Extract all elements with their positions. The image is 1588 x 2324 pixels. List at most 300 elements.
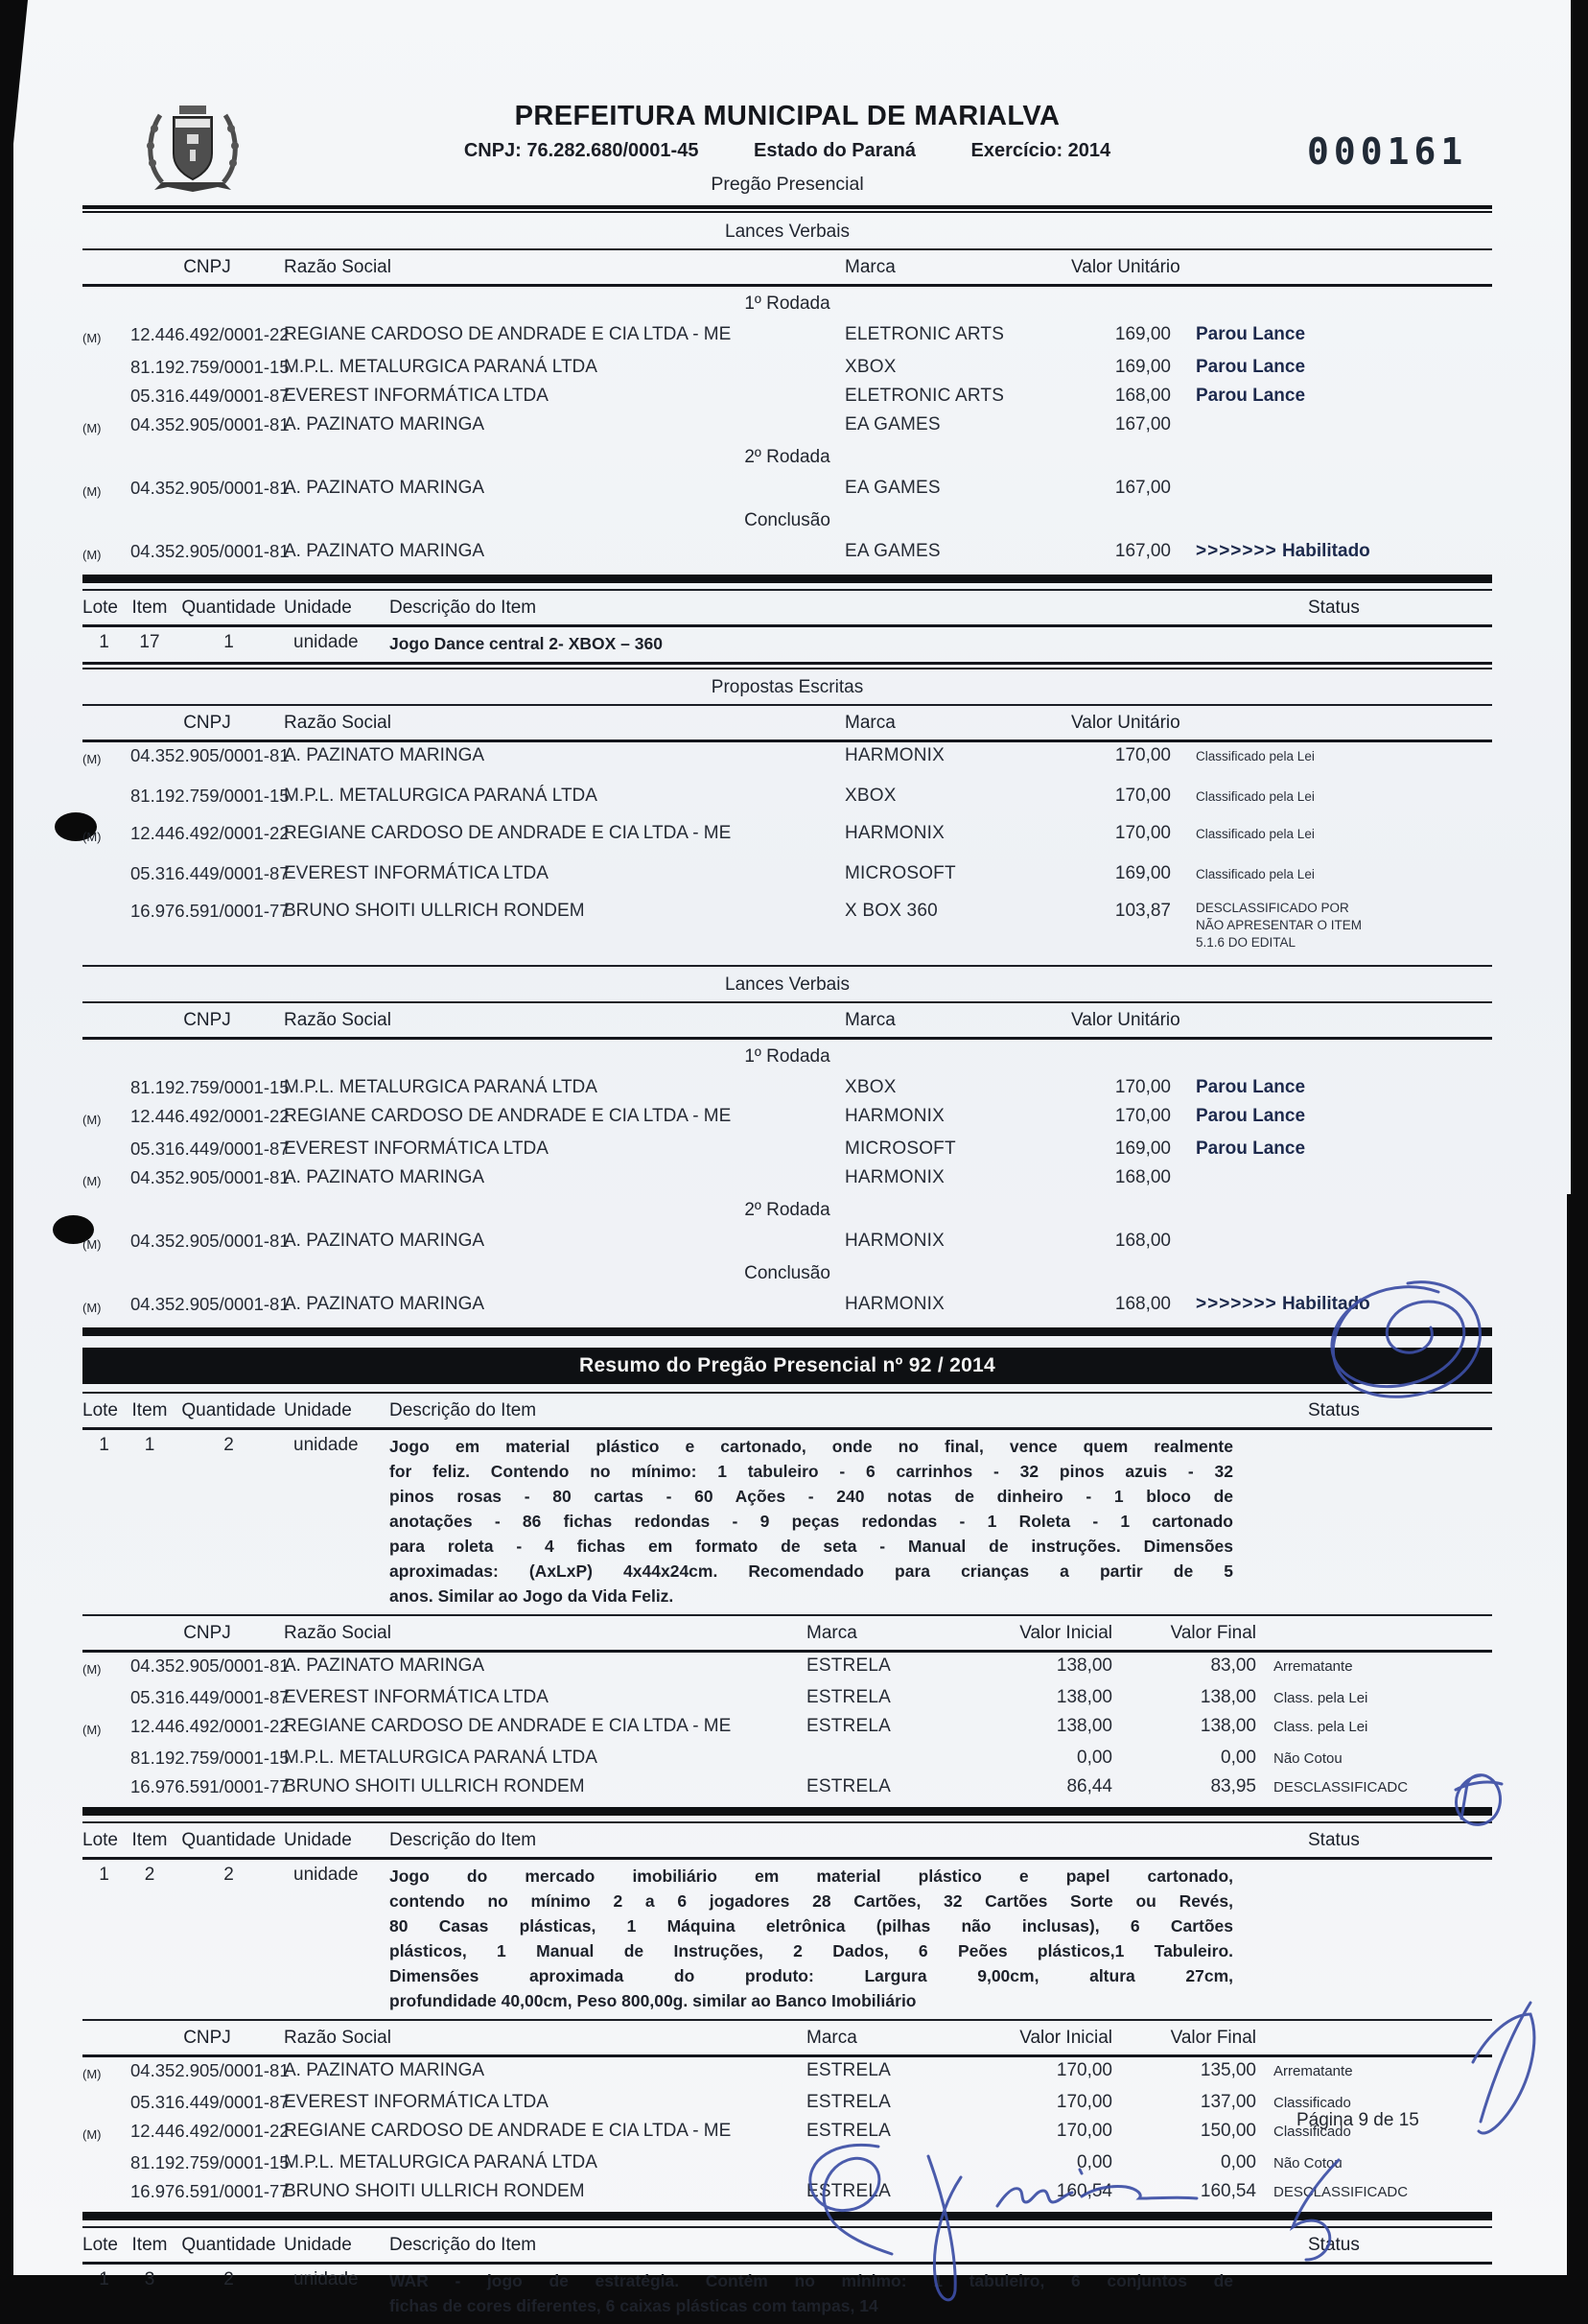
col-header-marca: Marca [845, 1010, 896, 1030]
me-marker: (M) [82, 331, 102, 345]
document-body [82, 216, 1492, 2318]
brand-value [806, 2151, 955, 2175]
rule-mid [82, 2262, 1492, 2265]
cnpj-value: 05.316.449/0001-87 [130, 863, 290, 883]
description-line: Jogo do mercado imobiliário em material plástico e papel cartonado, [389, 1866, 1233, 1886]
summary-banner: Resumo do Pregão Presencial nº 92 / 2014 [82, 1348, 1492, 1384]
status-value [1180, 1105, 1492, 1132]
col-header-qtd: Quantidade [181, 1830, 276, 1850]
unit-value: 170,00 [1114, 1106, 1171, 1126]
brand-value: HARMONIX [845, 823, 945, 843]
me-marker: (M) [82, 1237, 102, 1252]
col-header-marca: Marca [845, 713, 896, 733]
me-marker [82, 2151, 130, 2175]
cnpj-value: 12.446.492/0001-22 [130, 823, 290, 843]
cnpj-value: 81.192.759/0001-15 [130, 786, 290, 806]
status-value [1180, 785, 1492, 809]
lot-value: 1 [99, 2269, 109, 2289]
status-value [1180, 413, 1492, 440]
brand-value: XBOX [845, 357, 897, 377]
page-number-stamp: 000161 [1307, 130, 1468, 173]
company-name: EVEREST INFORMÁTICA LTDA [284, 386, 549, 406]
company-name: M.P.L. METALURGICA PARANÁ LTDA [284, 786, 597, 806]
initial-value: 138,00 [1056, 1716, 1112, 1736]
me-marker: (M) [82, 752, 102, 766]
round-label: 1º Rodada [744, 1046, 830, 1067]
col-header-qtd: Quantidade [181, 2235, 276, 2255]
col-header-marca: Marca [806, 2028, 857, 2048]
result-row [82, 2091, 1492, 2115]
me-marker [82, 900, 130, 951]
status-text: Classificado pela Lei [1196, 827, 1315, 841]
brand-value: XBOX [845, 1077, 897, 1097]
description-line: profundidade 40,00cm, Peso 800,00g. similar ao Banco Imobiliário [389, 1991, 917, 2010]
col-header-valor-final: Valor Final [1170, 1623, 1256, 1643]
bid-row [82, 323, 1492, 350]
initial-value: 138,00 [1056, 1655, 1112, 1676]
status-text: Classificado [1273, 2095, 1351, 2111]
unit-value: 167,00 [1114, 541, 1171, 561]
initial-value: 160,54 [1056, 2181, 1112, 2201]
section-title: Propostas Escritas [711, 677, 864, 697]
final-value: 137,00 [1200, 2092, 1256, 2112]
scan-edge-right [1567, 1194, 1588, 2298]
col-header-valor: Valor Unitário [1071, 1010, 1180, 1030]
spacer [82, 712, 130, 735]
arrows: >>>>>>> [1196, 1294, 1277, 1314]
me-marker [82, 862, 130, 886]
brand-value: ESTRELA [806, 2092, 891, 2112]
col-header-razao: Razão Social [284, 2028, 391, 2048]
round-label: 1º Rodada [744, 293, 830, 314]
brand-value: MICROSOFT [845, 863, 956, 883]
brand-value: X BOX 360 [845, 901, 938, 921]
brand-value: HARMONIX [845, 1106, 945, 1126]
col-header-desc: Descrição do Item [389, 598, 537, 618]
status-value [1180, 356, 1492, 379]
col-header-razao: Razão Social [284, 1623, 391, 1643]
company-name: A. PAZINATO MARINGA [284, 1655, 485, 1676]
status-text: Parou Lance [1196, 1139, 1306, 1159]
rule-mid [82, 1857, 1492, 1860]
brand-value: ESTRELA [806, 2060, 891, 2080]
bid-row [82, 862, 1492, 886]
unit-value: 168,00 [1114, 1167, 1171, 1187]
result-row [82, 2120, 1492, 2147]
col-header-status: Status [1308, 2235, 1360, 2255]
lot-value: 1 [99, 1435, 109, 1455]
quantity-value: 2 [223, 1435, 234, 1455]
initial-value: 170,00 [1056, 2121, 1112, 2141]
item-value: 1 [144, 1435, 155, 1455]
status-text: DESCLASSIFICADC [1273, 1779, 1409, 1796]
company-name: A. PAZINATO MARINGA [284, 541, 485, 561]
cnpj-value: 12.446.492/0001-22 [130, 324, 290, 344]
result-row [82, 1715, 1492, 1742]
section-title: Lances Verbais [725, 974, 850, 995]
initial-value: 0,00 [1077, 1748, 1112, 1768]
company-name: M.P.L. METALURGICA PARANÁ LTDA [284, 2152, 597, 2172]
unit-value: 169,00 [1114, 357, 1171, 377]
final-value: 83,95 [1210, 1776, 1256, 1796]
round-label: 2º Rodada [744, 1200, 830, 1220]
cnpj-value: 12.446.492/0001-22 [130, 1716, 290, 1736]
initial-value: 170,00 [1056, 2092, 1112, 2112]
lot-value: 1 [99, 632, 109, 652]
brand-value: ESTRELA [806, 1776, 891, 1796]
unit-value: 169,00 [1114, 1139, 1171, 1159]
col-header-valor: Valor Unitário [1071, 713, 1180, 733]
rule-thin [82, 1392, 1492, 1394]
col-header-unidade: Unidade [284, 598, 352, 618]
company-name: A. PAZINATO MARINGA [284, 1167, 485, 1187]
company-name: M.P.L. METALURGICA PARANÁ LTDA [284, 1077, 597, 1097]
cnpj-value: 04.352.905/0001-81 [130, 745, 290, 765]
me-marker: (M) [82, 830, 102, 844]
company-name: REGIANE CARDOSO DE ANDRADE E CIA LTDA - ME [284, 2121, 732, 2141]
status-value [1180, 323, 1492, 350]
company-name: A. PAZINATO MARINGA [284, 1294, 485, 1314]
document-subtitle: Pregão Presencial [711, 174, 864, 195]
header-cnpj: CNPJ: 76.282.680/0001-45 [463, 140, 699, 161]
arrows: >>>>>>> [1196, 541, 1277, 561]
company-name: EVEREST INFORMÁTICA LTDA [284, 1687, 549, 1707]
document-header [82, 100, 1492, 214]
me-marker: (M) [82, 1662, 102, 1677]
unit-value: 168,00 [1114, 1231, 1171, 1251]
quantity-value: 1 [223, 632, 234, 652]
round-label: Conclusão [744, 510, 830, 530]
bid-row [82, 900, 1492, 951]
brand-value: HARMONIX [845, 1167, 945, 1187]
col-header-unidade: Unidade [284, 2235, 352, 2255]
status-empty [1233, 2268, 1492, 2318]
description-line: plásticos, 1 Manual de Instruções, 2 Dados, 6 Peões plásticos,1 Tabuleiro. [389, 1941, 1233, 1960]
status-text: Parou Lance [1196, 357, 1306, 377]
status-value [1180, 1166, 1492, 1193]
bid-row [82, 356, 1492, 379]
col-header-desc: Descrição do Item [389, 1400, 537, 1420]
me-marker [82, 356, 130, 379]
result-row [82, 1655, 1492, 1681]
status-value [1180, 1138, 1492, 1161]
description-line: para roleta - 4 fichas em formato de seta - Manual de instruções. Dimensões [389, 1537, 1233, 1556]
bid-row [82, 385, 1492, 408]
initial-value: 138,00 [1056, 1687, 1112, 1707]
unit-label: unidade [293, 2269, 359, 2289]
status-text: Não Cotou [1273, 2155, 1343, 2171]
col-header-qtd: Quantidade [181, 1400, 276, 1420]
bid-row [82, 477, 1492, 504]
col-header-marca: Marca [806, 1623, 857, 1643]
cnpj-value: 12.446.492/0001-22 [130, 2121, 290, 2141]
company-name: A. PAZINATO MARINGA [284, 1231, 485, 1251]
company-name: A. PAZINATO MARINGA [284, 478, 485, 498]
final-value: 150,00 [1200, 2121, 1256, 2141]
brand-value: ELETRONIC ARTS [845, 386, 1005, 406]
cnpj-value: 05.316.449/0001-87 [130, 1687, 290, 1707]
brand-value: ELETRONIC ARTS [845, 324, 1005, 344]
status-value [1262, 2180, 1492, 2204]
cnpj-value: 04.352.905/0001-81 [130, 1231, 290, 1251]
status-text: Classificado pela Lei [1196, 789, 1315, 804]
description-line: Dimensões aproximada do produto: Largura 9,00cm, altura 27cm, [389, 1966, 1233, 1985]
me-marker: (M) [82, 548, 102, 562]
final-value: 0,00 [1221, 1748, 1256, 1768]
unit-value: 169,00 [1114, 324, 1171, 344]
lot-table-header [82, 1396, 1492, 1425]
status-value [1262, 2059, 1492, 2086]
cnpj-value: 04.352.905/0001-81 [130, 1167, 290, 1187]
col-header-qtd: Quantidade [181, 598, 276, 618]
status-text: Habilitado [1281, 1294, 1370, 1314]
cnpj-value: 16.976.591/0001-77 [130, 1776, 290, 1796]
me-marker [82, 385, 130, 408]
bid-row [82, 1076, 1492, 1099]
result-table-header [82, 1618, 1492, 1648]
status-empty [1233, 631, 1492, 656]
company-name: A. PAZINATO MARINGA [284, 2060, 485, 2080]
status-text: Parou Lance [1196, 324, 1306, 344]
rule-thin [82, 1821, 1492, 1823]
status-value [1180, 1230, 1492, 1256]
cnpj-value: 04.352.905/0001-81 [130, 414, 290, 434]
status-value [1180, 1293, 1492, 1320]
company-name: EVEREST INFORMÁTICA LTDA [284, 863, 549, 883]
status-value [1180, 540, 1492, 567]
description-line: fichas de cores diferentes, 6 caixas plásticas com tampas, 14 [389, 2296, 878, 2315]
rule-thick [82, 575, 1492, 583]
unit-value: 170,00 [1114, 786, 1171, 806]
unit-value: 168,00 [1114, 386, 1171, 406]
unit-value: 170,00 [1114, 823, 1171, 843]
status-value [1180, 822, 1492, 849]
description-line: WAR - jogo de estratégia. Contém no mínimo: 1 tabuleiro, 6 conjuntos de [389, 2271, 1233, 2290]
rule-thin [82, 965, 1492, 967]
me-marker [82, 1138, 130, 1161]
col-header-razao: Razão Social [284, 713, 391, 733]
company-name: M.P.L. METALURGICA PARANÁ LTDA [284, 357, 597, 377]
final-value: 138,00 [1200, 1687, 1256, 1707]
quantity-value: 2 [223, 1865, 234, 1885]
bid-table-header [82, 708, 1492, 738]
rule-thin [82, 2226, 1492, 2228]
lot-table-header [82, 1825, 1492, 1855]
scan-corner-shadow [13, 0, 28, 144]
result-row [82, 1747, 1492, 1771]
cnpj-value: 05.316.449/0001-87 [130, 1139, 290, 1159]
col-header-desc: Descrição do Item [389, 1830, 537, 1850]
unit-label: unidade [293, 632, 359, 652]
col-header-status: Status [1308, 1830, 1360, 1850]
brand-value: HARMONIX [845, 745, 945, 765]
col-header-marca: Marca [845, 257, 896, 277]
brand-value [806, 1747, 955, 1771]
status-value [1262, 1747, 1492, 1771]
col-header-valor: Valor Unitário [1071, 257, 1180, 277]
rule-thin [82, 1001, 1492, 1003]
status-value [1262, 1686, 1492, 1710]
rule-thin [82, 704, 1492, 706]
brand-value: ESTRELA [806, 1655, 891, 1676]
rule-mid [82, 624, 1492, 627]
cnpj-value: 81.192.759/0001-15 [130, 1077, 290, 1097]
status-line: NÃO APRESENTAR O ITEM [1196, 918, 1363, 932]
status-value [1180, 744, 1492, 771]
rule-mid [82, 1427, 1492, 1430]
status-text: Classificado [1273, 2124, 1351, 2140]
rule-thick [82, 2212, 1492, 2220]
unit-value: 167,00 [1114, 414, 1171, 434]
bid-row [82, 785, 1492, 809]
result-row [82, 1686, 1492, 1710]
company-name: EVEREST INFORMÁTICA LTDA [284, 1139, 549, 1159]
rule-mid [82, 284, 1492, 287]
cnpj-value: 04.352.905/0001-81 [130, 1294, 290, 1314]
bid-row [82, 1166, 1492, 1193]
unit-label: unidade [293, 1865, 359, 1885]
status-text: Class. pela Lei [1273, 1719, 1368, 1735]
bid-row [82, 744, 1492, 771]
company-name: BRUNO SHOITI ULLRICH RONDEM [284, 901, 585, 921]
rule-mid [82, 1650, 1492, 1653]
status-text: Classificado pela Lei [1196, 749, 1315, 763]
col-header-cnpj: CNPJ [183, 1623, 231, 1643]
col-header-valor-inicial: Valor Inicial [1019, 2028, 1112, 2048]
initial-value: 86,44 [1066, 1776, 1112, 1796]
me-marker: (M) [82, 1301, 102, 1315]
lot-table-header [82, 593, 1492, 622]
company-name: REGIANE CARDOSO DE ANDRADE E CIA LTDA - ME [284, 1106, 732, 1126]
rule-thick [82, 1327, 1492, 1336]
status-text: Parou Lance [1196, 1077, 1306, 1097]
col-header-cnpj: CNPJ [183, 2028, 231, 2048]
col-header-item: Item [131, 1830, 168, 1850]
col-header-valor-inicial: Valor Inicial [1019, 1623, 1112, 1643]
rule-thin [82, 589, 1492, 591]
spacer [82, 1622, 130, 1645]
status-value [1262, 1775, 1492, 1799]
final-value: 83,00 [1210, 1655, 1256, 1676]
bid-table-header [82, 1005, 1492, 1035]
col-header-cnpj: CNPJ [183, 713, 231, 733]
status-value [1262, 1655, 1492, 1681]
bid-row [82, 822, 1492, 849]
cnpj-value: 12.446.492/0001-22 [130, 1106, 290, 1126]
brand-value: HARMONIX [845, 1294, 945, 1314]
col-header-desc: Descrição do Item [389, 2235, 537, 2255]
item-description [389, 1864, 1233, 2013]
final-value: 135,00 [1200, 2060, 1256, 2080]
status-value [1180, 900, 1492, 951]
round-label: 2º Rodada [744, 447, 830, 467]
item-value: 3 [144, 2269, 155, 2289]
cnpj-value: 81.192.759/0001-15 [130, 2152, 290, 2172]
unit-value: 167,00 [1114, 478, 1171, 498]
bid-row [82, 1105, 1492, 1132]
bid-table-header [82, 252, 1492, 282]
cnpj-value: 05.316.449/0001-87 [130, 2092, 290, 2112]
company-name: A. PAZINATO MARINGA [284, 414, 485, 434]
col-header-cnpj: CNPJ [183, 257, 231, 277]
cnpj-value: 04.352.905/0001-81 [130, 541, 290, 561]
description-line: for feliz. Contendo no mínimo: 1 tabuleiro - 6 carrinhos - 32 pinos azuis - 32 [389, 1462, 1233, 1481]
item-description [389, 2268, 1233, 2318]
me-marker: (M) [82, 421, 102, 435]
me-marker [82, 1747, 130, 1771]
description-line: Jogo em material plástico e cartonado, onde no final, vence quem realmente [389, 1437, 1233, 1456]
lot-row [82, 1434, 1492, 1608]
status-value [1180, 477, 1492, 504]
page-title: PREFEITURA MUNICIPAL DE MARIALVA [514, 101, 1061, 131]
document-content [82, 73, 1492, 2324]
description-line: aproximadas: (AxLxP) 4x44x24cm. Recomendado para crianças a partir de 5 [389, 1561, 1233, 1581]
me-marker: (M) [82, 1113, 102, 1127]
spacer [82, 2027, 130, 2050]
result-row [82, 1775, 1492, 1799]
rule-mid [82, 2054, 1492, 2057]
page-footer: Página 9 de 15 [1296, 2110, 1419, 2130]
brand-value: EA GAMES [845, 478, 941, 498]
brand-value: EA GAMES [845, 414, 941, 434]
brand-value: ESTRELA [806, 1716, 891, 1736]
col-header-valor-final: Valor Final [1170, 2028, 1256, 2048]
final-value: 160,54 [1200, 2181, 1256, 2201]
cnpj-value: 04.352.905/0001-81 [130, 1655, 290, 1676]
col-header-lote: Lote [82, 1400, 118, 1420]
lot-row [82, 631, 1492, 656]
round-label: Conclusão [744, 1263, 830, 1283]
description-line: pinos rosas - 80 cartas - 60 Ações - 240 notas de dinheiro - 1 bloco de [389, 1487, 1233, 1506]
lot-table-header [82, 2230, 1492, 2260]
initial-value: 0,00 [1077, 2152, 1112, 2172]
result-row [82, 2180, 1492, 2204]
status-line: 5.1.6 DO EDITAL [1196, 935, 1296, 950]
lot-row [82, 2268, 1492, 2318]
bid-row [82, 540, 1492, 567]
col-header-unidade: Unidade [284, 1830, 352, 1850]
rule-thin [82, 1614, 1492, 1616]
brand-value: XBOX [845, 786, 897, 806]
me-marker [82, 785, 130, 809]
initial-value: 170,00 [1056, 2060, 1112, 2080]
header-divider [82, 205, 1492, 214]
status-text: Class. pela Lei [1273, 1690, 1368, 1706]
me-marker [82, 1076, 130, 1099]
status-value [1180, 385, 1492, 408]
description-line: Jogo Dance central 2- XBOX – 360 [389, 634, 663, 653]
unit-value: 170,00 [1114, 745, 1171, 765]
header-estado: Estado do Paraná [754, 140, 916, 161]
spacer [82, 256, 130, 279]
status-text: Arrematante [1273, 1658, 1353, 1675]
status-text: Parou Lance [1196, 1106, 1306, 1126]
rule-mid [82, 739, 1492, 742]
col-header-item: Item [131, 598, 168, 618]
company-name: M.P.L. METALURGICA PARANÁ LTDA [284, 1748, 597, 1768]
rule-double [82, 662, 1492, 669]
status-value [1262, 1715, 1492, 1742]
cnpj-value: 04.352.905/0001-81 [130, 478, 290, 498]
cnpj-value: 81.192.759/0001-15 [130, 357, 290, 377]
company-name: A. PAZINATO MARINGA [284, 745, 485, 765]
status-text: Arrematante [1273, 2063, 1353, 2079]
status-value [1180, 1076, 1492, 1099]
brand-value: EA GAMES [845, 541, 941, 561]
me-marker [82, 1686, 130, 1710]
result-row [82, 2151, 1492, 2175]
me-marker [82, 1775, 130, 1799]
